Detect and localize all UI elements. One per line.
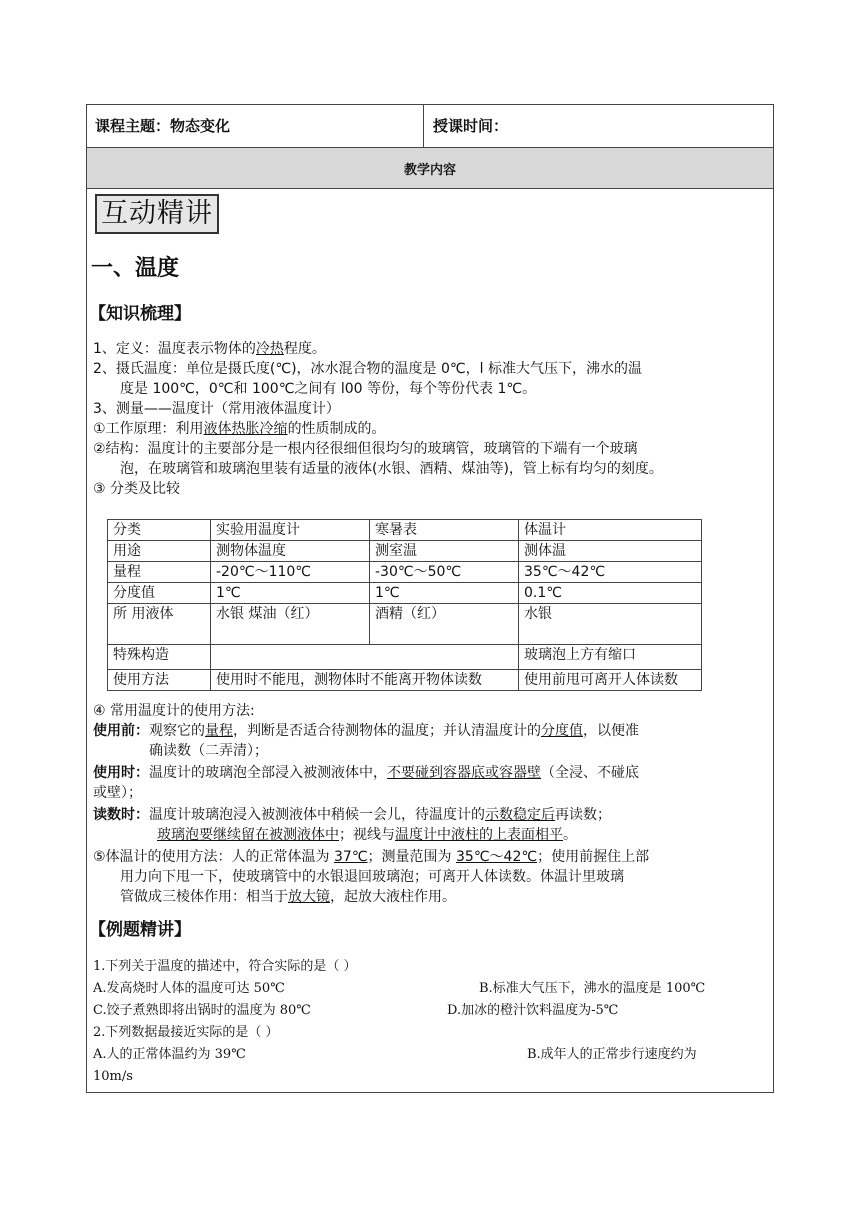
table-cell: -20℃～110℃ (211, 562, 370, 583)
header-row (87, 105, 773, 148)
option-2b-cont: 10m/s (93, 1069, 133, 1084)
text: 。 (563, 827, 577, 843)
usage-read-cont (157, 825, 769, 845)
table-cell: 分类 (108, 520, 211, 541)
table-row (108, 583, 702, 604)
topic-label: 课程主题：物态变化 (95, 117, 231, 135)
knowledge-heading: 【知识梳理】 (89, 304, 191, 324)
line-structure-cont: 泡，在玻璃管和玻璃泡里装有适量的液体(水银、酒精、煤油等)，管上标有均匀的刻度。 (120, 461, 663, 477)
table-cell: 寒暑表 (370, 520, 519, 541)
text: ；使用前握住上部 (537, 849, 650, 865)
table-row (108, 520, 702, 541)
underlined-text: 放大镜 (288, 889, 330, 905)
table-cell: 用途 (108, 541, 211, 562)
text: 温度计的玻璃泡全部浸入被测液体中， (149, 765, 387, 781)
underlined-text: 35℃～42℃ (456, 849, 538, 865)
lesson-frame (86, 104, 774, 1093)
underlined-text: 不要碰到容器底或容器壁 (387, 765, 541, 781)
usage-read (93, 805, 769, 825)
table-row (108, 562, 702, 583)
text: 温度计玻璃泡浸入被测液体中稍候一会儿，待温度计的 (149, 807, 485, 823)
table-cell: 所 用液体 (108, 604, 211, 645)
table-cell: 酒精（红） (370, 604, 519, 645)
topic-cell (87, 105, 424, 147)
text: ；测量范围为 (367, 849, 456, 865)
text: 再读数； (555, 807, 611, 823)
table-cell: 分度值 (108, 583, 211, 604)
table-cell: 玻璃泡上方有缩口 (519, 645, 702, 670)
option-1d: D.加冰的橙汁饮料温度为-5℃ (447, 1003, 619, 1018)
text: （全浸、不碰底 (541, 765, 639, 781)
table-cell: 体温计 (519, 520, 702, 541)
table-cell: 水银 (519, 604, 702, 645)
underlined-text: 温度计中液柱的上表面相平 (395, 827, 563, 843)
usage-title: ④ 常用温度计的使用方法: (93, 703, 255, 719)
option-1c: C.饺子煮熟即将出锅时的温度为 80℃ (93, 1003, 311, 1018)
comparison-table (107, 519, 702, 691)
line-measure: 3、测量——温度计（常用液体温度计） (93, 401, 340, 417)
table-cell: 水银 煤油（红） (211, 604, 370, 645)
usage-body-cont1: 用力向下甩一下，使玻璃管中的水银退回玻璃泡；可离开人体读数。体温计里玻璃 (120, 869, 624, 885)
table-cell: 35℃～42℃ (519, 562, 702, 583)
table-cell: -30℃～50℃ (370, 562, 519, 583)
text: ；视线与 (339, 827, 395, 843)
question-2: 2.下列数据最接近实际的是（ ） (93, 1025, 279, 1040)
option-2a: A.人的正常体温约为 39℃ (93, 1047, 246, 1062)
time-label: 授课时间： (433, 117, 509, 135)
text: ①工作原理：利用 (93, 421, 204, 437)
option-2b: B.成年人的正常步行速度约为 (527, 1047, 697, 1062)
usage-during (93, 763, 769, 783)
text: 程度。 (283, 341, 326, 357)
table-cell: 使用前甩可离开人体读数 (519, 670, 702, 691)
text: ，起放大液柱作用。 (330, 889, 456, 905)
usage-body-thermometer (93, 847, 769, 867)
underlined-text: 37℃ (334, 849, 368, 865)
text: 的性质制成的。 (287, 421, 386, 437)
line-celsius: 2、摄氏温度：单位是摄氏度(℃)，冰水混合物的温度是 0℃，l 标准大气压下，沸水的温 (93, 361, 642, 377)
question-1: 1.下列关于温度的描述中，符合实际的是（ ） (93, 959, 357, 974)
line-principle (93, 419, 769, 439)
text: 使用前： (93, 723, 149, 739)
table-cell: 1℃ (211, 583, 370, 604)
option-1a: A.发高烧时人体的温度可达 50℃ (93, 981, 285, 996)
usage-before (93, 721, 769, 741)
table-cell: 使用时不能甩，测物体时不能离开物体读数 (211, 670, 519, 691)
table-row (108, 541, 702, 562)
table-row (108, 645, 702, 670)
line-definition (93, 339, 769, 359)
option-1b: B.标准大气压下，沸水的温度是 100℃ (479, 981, 706, 996)
heading-temperature: 一、温度 (91, 256, 180, 281)
underlined-text: 量程 (205, 723, 233, 739)
underlined-text: 液体热胀冷缩 (203, 421, 288, 437)
underlined-text: 示数稳定后 (485, 807, 555, 823)
section-box-title: 互动精讲 (95, 194, 219, 234)
usage-body-cont2 (120, 887, 770, 907)
table-cell: 使用方法 (108, 670, 211, 691)
text: 使用时： (93, 765, 149, 781)
table-cell: 特殊构造 (108, 645, 211, 670)
text: ，以便准 (583, 723, 639, 739)
band-title: 教学内容 (403, 163, 456, 178)
table-cell: 量程 (108, 562, 211, 583)
text: ⑤体温计的使用方法：人的正常体温为 (93, 849, 334, 865)
usage-during-cont: 或壁）； (93, 785, 142, 801)
table-cell: 测体温 (519, 541, 702, 562)
table-row (108, 604, 702, 645)
text: 观察它的 (149, 723, 205, 739)
underlined-text: 玻璃泡要继续留在被测液体中 (157, 827, 339, 843)
table-cell: 1℃ (370, 583, 519, 604)
line-celsius-cont: 度是 100℃，0℃和 100℃之间有 l00 等份，每个等份代表 1℃。 (120, 381, 537, 397)
table-row (108, 670, 702, 691)
text: 管做成三棱体作用：相当于 (120, 889, 288, 905)
underlined-text: 分度值 (541, 723, 583, 739)
content-band (87, 148, 773, 189)
text: 读数时： (93, 807, 149, 823)
line-classify: ③ 分类及比较 (93, 481, 181, 497)
table-cell (211, 645, 519, 670)
table-cell: 实验用温度计 (211, 520, 370, 541)
usage-before-cont: 确读数（二弄清）； (149, 743, 268, 759)
table-cell: 测室温 (370, 541, 519, 562)
table-cell: 0.1℃ (519, 583, 702, 604)
line-structure: ②结构：温度计的主要部分是一根内径很细但很均匀的玻璃管，玻璃管的下端有一个玻璃 (93, 441, 638, 457)
table-cell: 测物体温度 (211, 541, 370, 562)
text: 1、定义：温度表示物体的 (93, 341, 256, 357)
examples-heading: 【例题精讲】 (89, 920, 191, 940)
underlined-text: 冷热 (255, 341, 284, 357)
text: ，判断是否适合待测物体的温度；并认清温度计的 (233, 723, 541, 739)
